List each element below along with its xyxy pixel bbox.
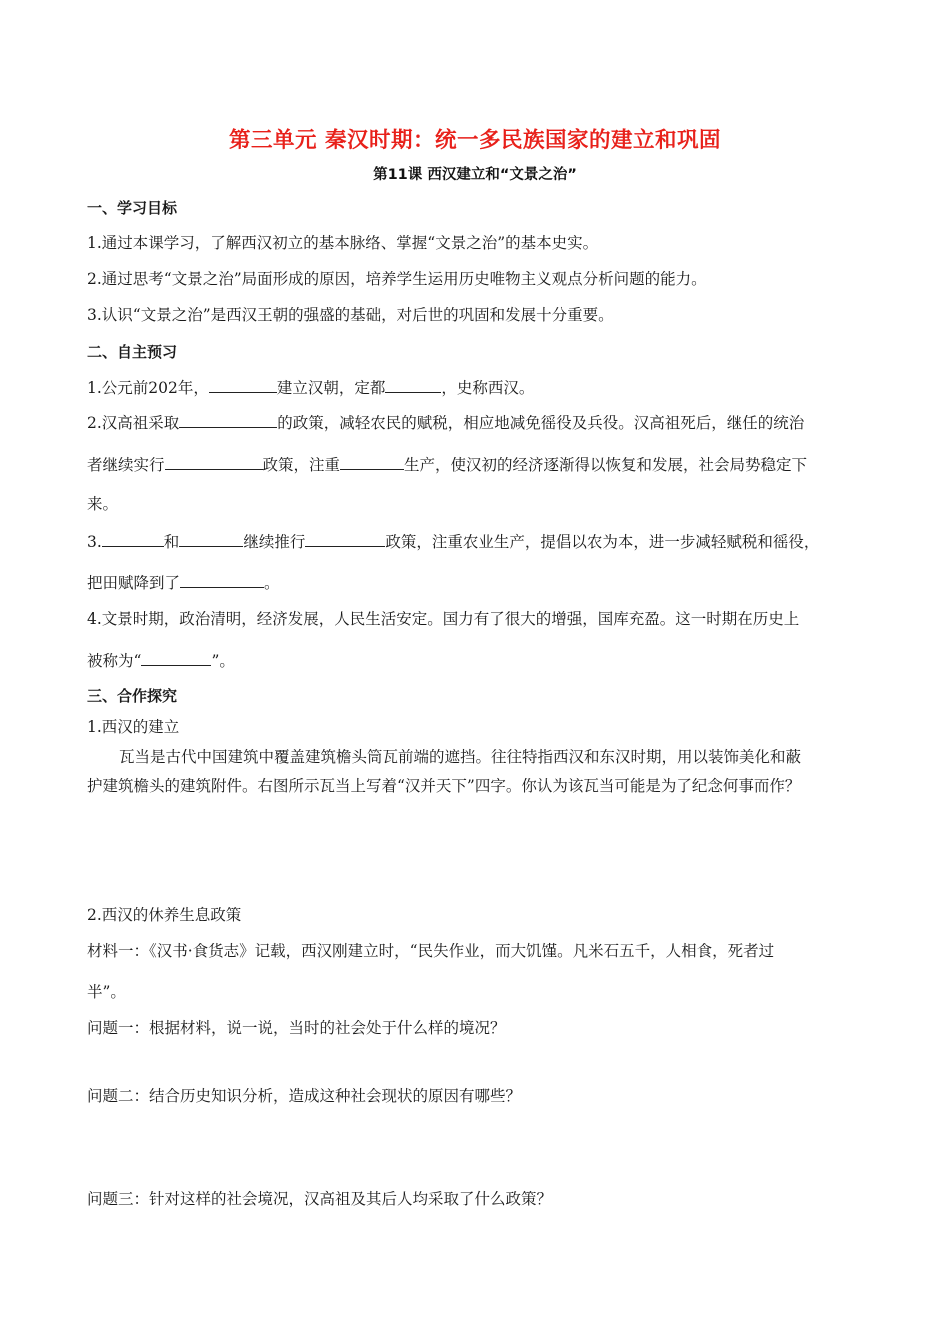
fill-blank[interactable]: [179, 412, 277, 428]
material-line-2: 半”。: [87, 983, 126, 1001]
preview-question-2-line-2: [87, 454, 807, 475]
lesson-title: 第11课 西汉建立和“文景之治”: [373, 167, 577, 183]
goal-item-1: 1.通过本课学习，了解西汉初立的基本脉络、掌握“文景之治”的基本史实。: [87, 234, 599, 252]
question-2: 问题二：结合历史知识分析，造成这种社会现状的原因有哪些？: [87, 1087, 522, 1105]
text: 。: [264, 574, 280, 592]
text: 被称为“: [87, 652, 142, 670]
material-line-1: 材料一：《汉书·食货志》记载，西汉刚建立时，“民失作业，而大饥馑。凡米石五千，人相食，死者过: [87, 942, 775, 960]
preview-question-3-line-2: [87, 572, 280, 593]
text: 1.公元前202年，: [87, 379, 209, 397]
question-3: 问题三：针对这样的社会境况，汉高祖及其后人均采取了什么政策？: [87, 1190, 553, 1208]
text: 把田赋降到了: [87, 574, 181, 592]
text: ，史称西汉。: [441, 379, 535, 397]
preview-question-2-line-3: 来。: [87, 495, 119, 513]
text: 2.汉高祖采取: [87, 414, 180, 432]
preview-question-1: [87, 377, 534, 398]
text: 和: [163, 533, 180, 551]
preview-question-4-line-2: [87, 650, 235, 671]
text: 的政策，减轻农民的赋税，相应地减免徭役及兵役。汉高祖死后，继任的统治: [277, 414, 805, 432]
fill-blank[interactable]: [179, 531, 243, 547]
unit-title: 第三单元 秦汉时期：统一多民族国家的建立和巩固: [229, 128, 721, 153]
text: 政策，注重: [262, 456, 341, 474]
text: 者继续实行: [87, 456, 165, 474]
question-1: 问题一：根据材料，说一说，当时的社会处于什么样的境况？: [87, 1019, 506, 1037]
preview-question-2-line-1: [87, 412, 804, 433]
text: 建立汉朝，定都: [276, 379, 386, 397]
fill-blank[interactable]: [305, 531, 385, 547]
fill-blank[interactable]: [209, 377, 277, 393]
section-heading-goals: 一、学习目标: [87, 199, 178, 217]
fill-blank[interactable]: [385, 377, 441, 393]
fill-blank[interactable]: [141, 650, 211, 666]
explore-item-1: 1.西汉的建立: [87, 718, 180, 736]
goal-item-2: 2.通过思考“文景之治”局面形成的原因，培养学生运用历史唯物主义观点分析问题的能力。: [87, 270, 707, 288]
preview-question-4-line-1: 4.文景时期，政治清明，经济发展，人民生活安定。国力有了很大的增强，国库充盈。这一时期在历史上: [87, 610, 800, 628]
fill-blank[interactable]: [102, 531, 164, 547]
text: 3.: [87, 533, 102, 551]
section-heading-explore: 三、合作探究: [87, 687, 178, 705]
text: 继续推行: [243, 533, 306, 551]
preview-question-3-line-1: [87, 531, 819, 552]
text: ”。: [211, 652, 235, 670]
text: 生产，使汉初的经济逐渐得以恢复和发展，社会局势稳定下: [404, 456, 808, 474]
text: 政策，注重农业生产，提倡以农为本，进一步减轻赋税和徭役，: [385, 533, 820, 551]
fill-blank[interactable]: [180, 572, 264, 588]
goal-item-3: 3.认识“文景之治”是西汉王朝的强盛的基础，对后世的巩固和发展十分重要。: [87, 306, 614, 324]
explore-item-1-text-line-1: 瓦当是古代中国建筑中覆盖建筑檐头筒瓦前端的遮挡。往往特指西汉和东汉时期，用以装饰美化和蔽: [119, 748, 802, 766]
explore-item-1-text-line-2: 护建筑檐头的建筑附件。右图所示瓦当上写着“汉并天下”四字。你认为该瓦当可能是为了纪念何事而作？: [87, 777, 801, 795]
section-heading-preview: 二、自主预习: [87, 343, 178, 361]
explore-item-2: 2.西汉的休养生息政策: [87, 906, 242, 924]
fill-blank[interactable]: [340, 454, 404, 470]
fill-blank[interactable]: [165, 454, 263, 470]
